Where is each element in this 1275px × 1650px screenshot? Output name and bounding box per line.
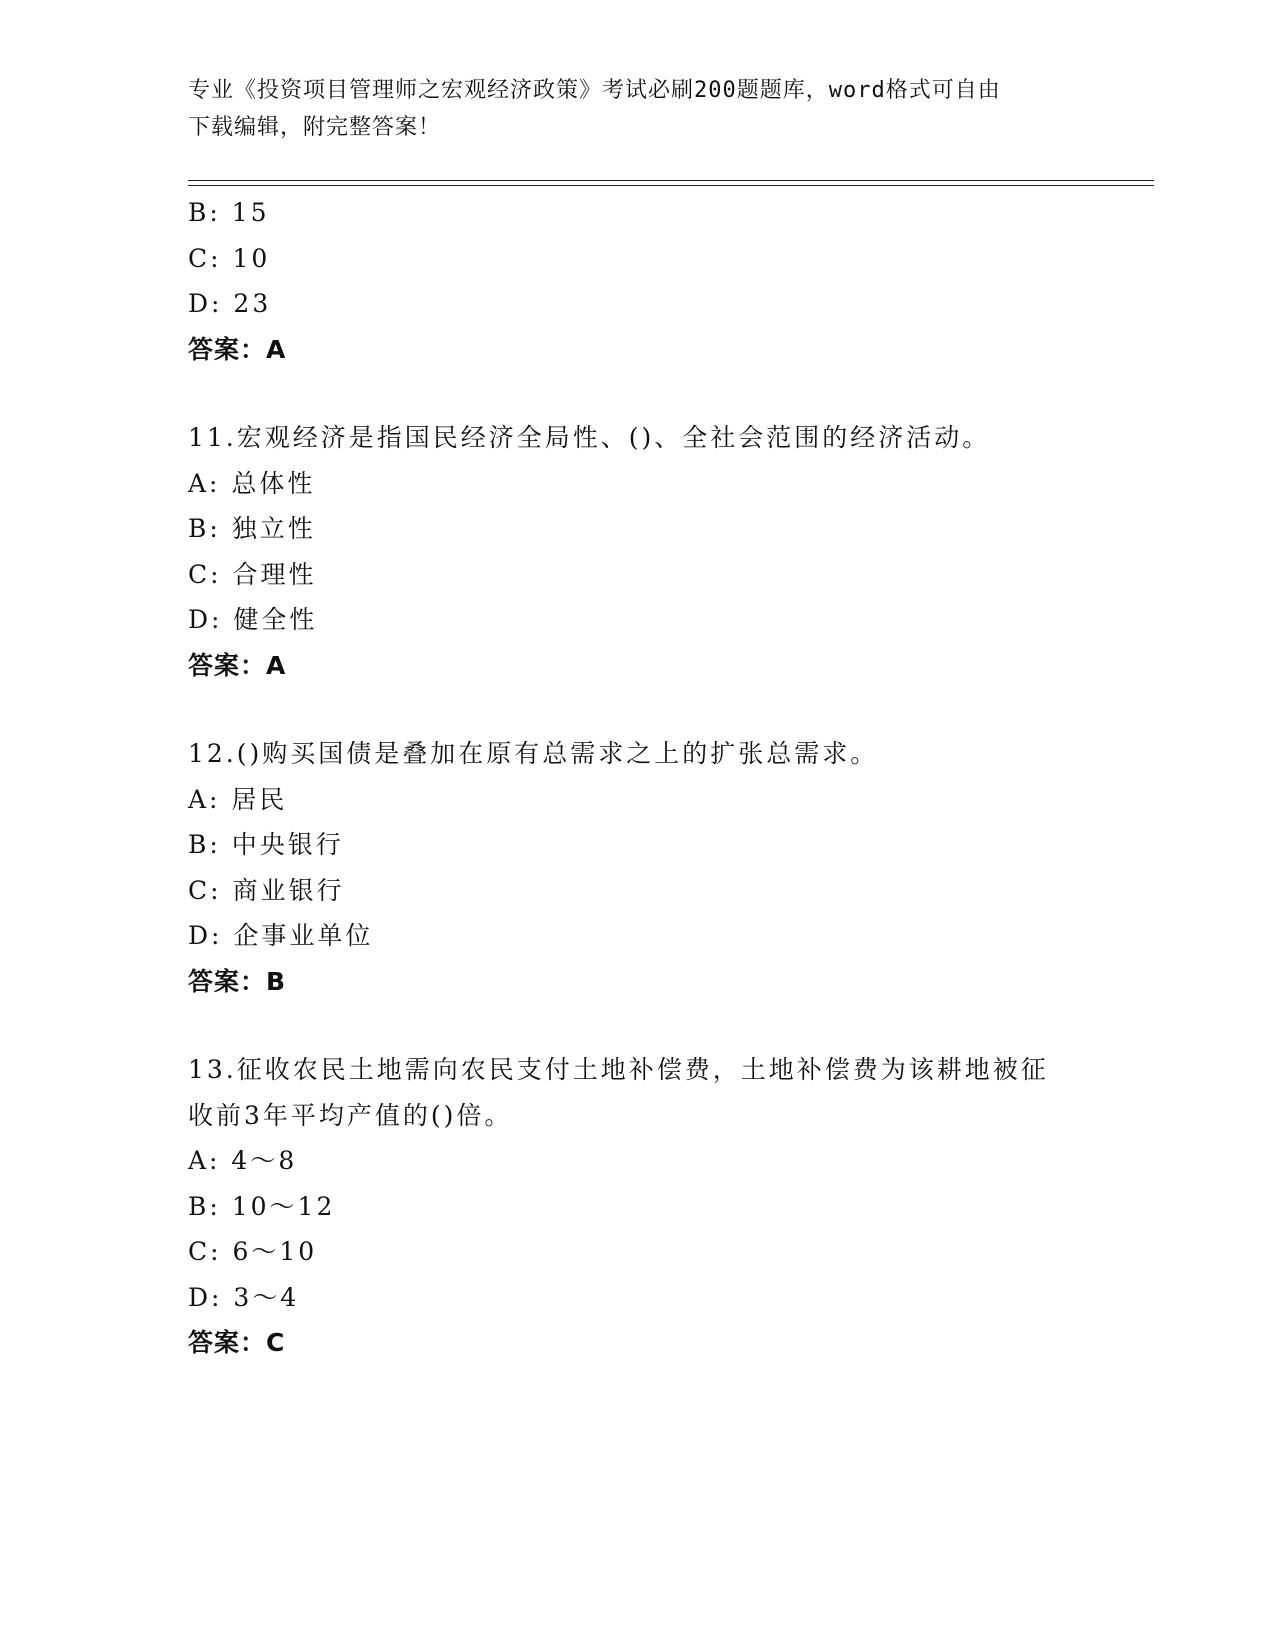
- question-13: [188, 1047, 1088, 1366]
- header-line-1: 专业《投资项目管理师之宏观经济政策》考试必刷200题题库，word格式可自由: [188, 78, 1001, 103]
- option-d: D: 3～4: [188, 1282, 300, 1312]
- question-12: [188, 731, 1088, 1004]
- question-stem: 12.()购买国债是叠加在原有总需求之上的扩张总需求。: [188, 739, 879, 768]
- option-a: A: 居民: [188, 784, 288, 814]
- option-a: A: 4～8: [188, 1146, 298, 1175]
- option-d: D: 企事业单位: [188, 921, 374, 950]
- option-b: B: 独立性: [188, 514, 316, 543]
- header-line-2: 下载编辑，附完整答案！: [188, 115, 442, 140]
- option-c: C: 6～10: [188, 1237, 318, 1266]
- document-header: [188, 72, 1068, 146]
- answer-line: 答案：C: [188, 1328, 286, 1357]
- answer-line: 答案：B: [188, 966, 287, 996]
- option-c: C: 10: [188, 243, 271, 273]
- answer-line: 答案：A: [188, 334, 287, 364]
- option-b: B: 中央银行: [188, 830, 344, 859]
- option-d: D: 健全性: [188, 605, 318, 634]
- header-divider-bottom: [188, 185, 1154, 186]
- option-a: A: 总体性: [188, 468, 316, 498]
- option-d: D: 23: [188, 289, 272, 318]
- header-divider-top: [188, 180, 1154, 181]
- question-11: [188, 415, 1088, 688]
- question-stem-line-2: 收前3年平均产值的()倍。: [188, 1100, 513, 1130]
- option-c: C: 商业银行: [188, 875, 345, 905]
- option-b: B: 15: [188, 198, 270, 227]
- answer-line: 答案：A: [188, 650, 287, 680]
- question-10-continued: [188, 190, 1088, 372]
- question-stem-line-1: 13.征收农民土地需向农民支付土地补偿费，土地补偿费为该耕地被征: [188, 1055, 1049, 1084]
- option-b: B: 10～12: [188, 1191, 336, 1221]
- question-stem: 11.宏观经济是指国民经济全局性、()、全社会范围的经济活动。: [188, 423, 991, 452]
- option-c: C: 合理性: [188, 559, 317, 589]
- question-list: [188, 190, 1088, 1366]
